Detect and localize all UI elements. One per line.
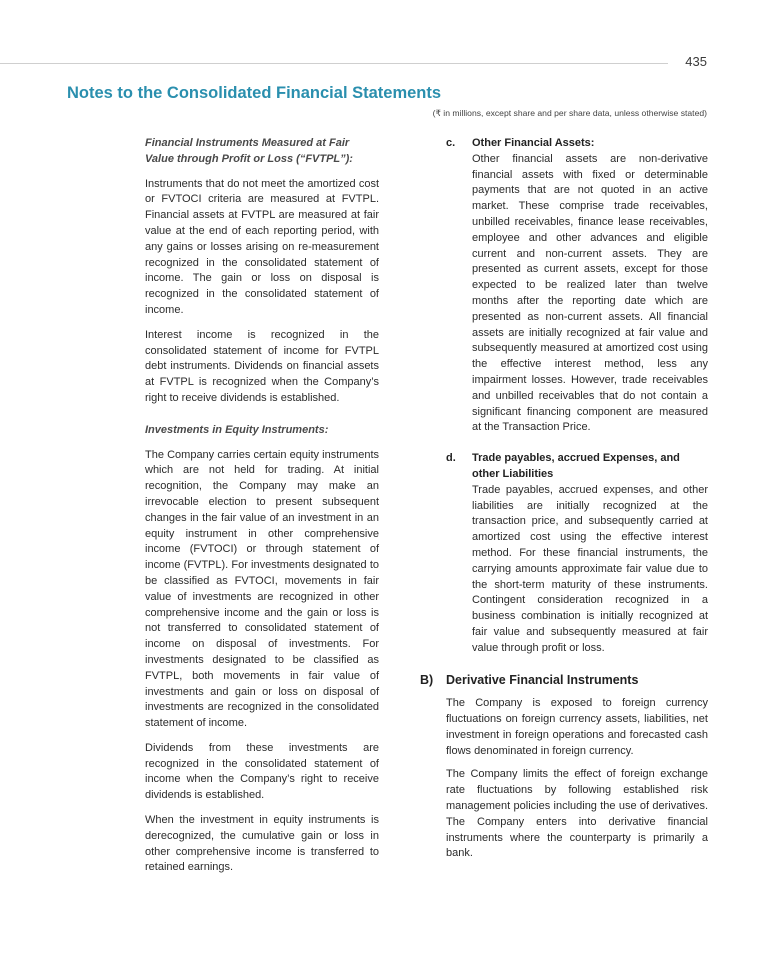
item-d-title: Trade payables, accrued Expenses, and other Liabilities: [472, 452, 680, 480]
item-d-body: Trade payables, accrued expenses, and other liabilities are initially recognized at the transaction price, and subsequently carried at amortized cost using the effective interest method. For these financial instruments, the carrying amounts approximate fair value due to the short-term maturity of these instruments. Contingent consideration recognized in a business combination is initially recognized at fair value and subsequently measured at fair value through profit or loss.: [472, 483, 708, 654]
item-trade-payables: [420, 451, 708, 656]
header-rule: [0, 63, 668, 64]
fvtpl-heading: Financial Instruments Measured at Fair Value through Profit or Loss (“FVTPL”):: [145, 137, 353, 165]
page-title: Notes to the Consolidated Financial Statements: [67, 84, 442, 102]
section-derivative-financial-instruments: [420, 673, 708, 863]
section-b-paragraph-1: The Company is exposed to foreign currency fluctuations on foreign currency assets, liabilities, net investment in foreign operations and forecasted cash flows denominated in foreign currency.: [446, 697, 708, 757]
item-c-letter: c.: [446, 137, 456, 149]
item-d-letter: d.: [446, 452, 456, 465]
currency-note: (₹ in millions, except share and per share data, unless otherwise stated): [432, 108, 707, 118]
page-number: 435: [685, 54, 707, 69]
item-c-title: Other Financial Assets:: [472, 137, 595, 149]
equity-paragraph-1: The Company carries certain equity instruments which are not held for trading. At initial recognition, the Company may make an irrevocable election to present subsequent changes in the fair value of an investment in an equity instrument in other comprehensive income (FVTOCI) or through statement of income (FVTPL). For investments designated to be classified as FVTOCI, movements in fair value of investments are recognized in other comprehensive income and the gain or loss is not transferred to consolidated statement of income on disposal of investments. For investments designated to be classified as FVTPL, both movements in fair value of investments and gain or loss on disposal of investments are recognized in the consolidated statement of income.: [145, 448, 379, 730]
equity-paragraph-3: When the investment in equity instruments is derecognized, the cumulative gain or loss in other comprehensive income is transferred to retained earnings.: [145, 814, 379, 874]
fvtpl-paragraph-2: Interest income is recognized in the consolidated statement of income for FVTPL debt instruments. Dividends on financial assets at FVTPL is recognized when the Company’s right to receive dividends is established.: [145, 328, 379, 404]
equity-heading: Investments in Equity Instruments:: [145, 423, 329, 436]
section-b-paragraph-2: The Company limits the effect of foreign exchange rate fluctuations by following established risk management policies including the use of derivatives. The Company enters into derivative financial instruments where the counterparty is primarily a bank.: [446, 768, 708, 860]
equity-paragraph-2: Dividends from these investments are recognized in the consolidated statement of income when the Company’s right to receive dividends is established.: [145, 741, 379, 802]
fvtpl-paragraph-1: Instruments that do not meet the amortized cost or FVTOCI criteria are measured at FVTPL. Financial assets at FVTPL are measured at fair value at the end of each reporting period, with any gains or losses arising on re-measurement recognized in the consolidated statement of income. The gain or loss on disposal is recognized in the consolidated statement of income.: [145, 177, 379, 316]
left-column: [145, 136, 379, 885]
item-c-body: Other financial assets are non-derivative financial assets with fixed or determinable payments that are not quoted in an active market. These comprise trade receivables, unbilled receivables, finance lease receivables, employee and other advances and eligible current and non-current assets. They are presented as current assets, except for those expected to be realized later than twelve months after the reporting date which are presented as non-current assets. All financial assets are initially recognized at fair value and subsequently measured at amortized cost using the effective interest method, less any impairment losses. However, trade receivables and unbilled receivables that do not contain a significant financing component are measured at the Transaction Price.: [472, 152, 708, 434]
section-b-letter: B): [420, 672, 434, 687]
section-b-title: Derivative Financial Instruments: [446, 672, 639, 687]
item-other-financial-assets: [420, 136, 708, 436]
right-column: [420, 136, 708, 870]
